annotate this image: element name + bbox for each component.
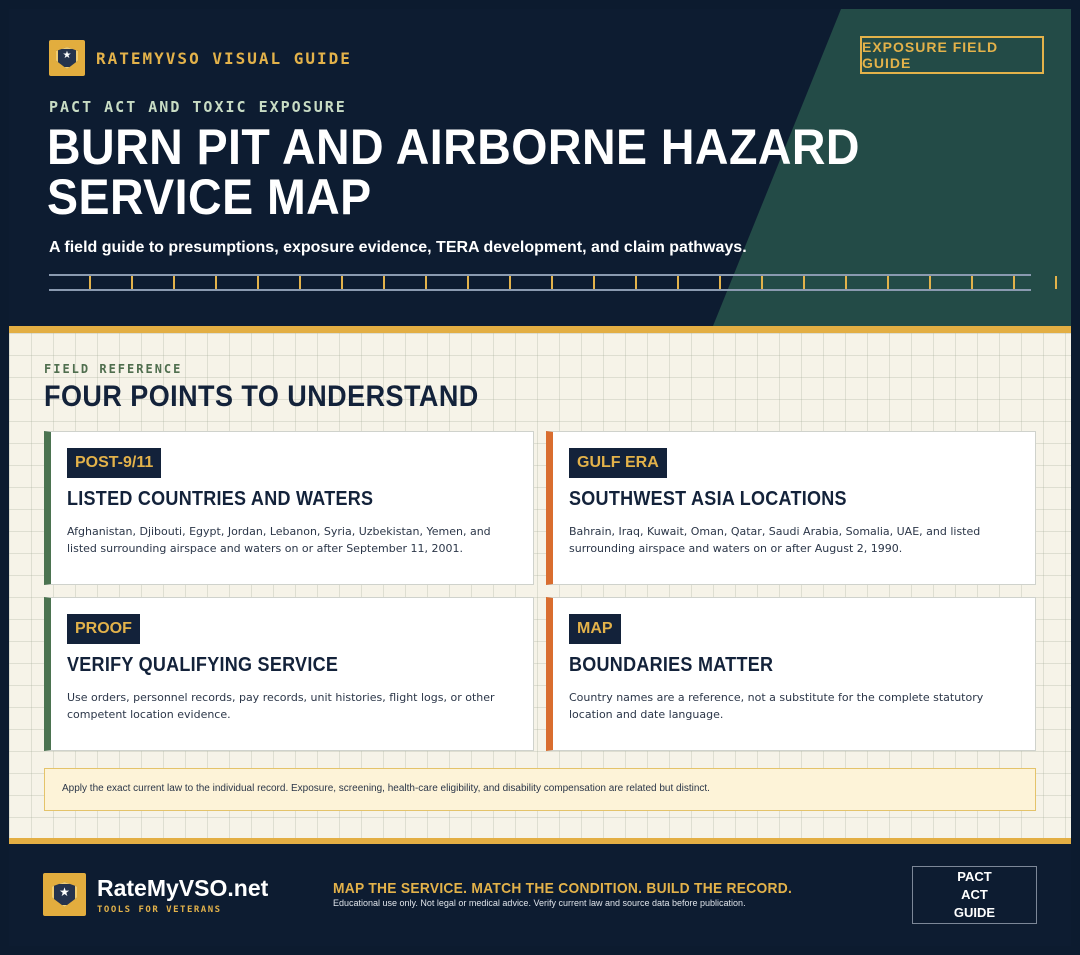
card-gulf-era xyxy=(546,431,1036,585)
ruler-tick xyxy=(593,276,595,289)
footer-disclaimer: Educational use only. Not legal or medical advice. Verify current law and source data before publication. xyxy=(333,898,746,908)
section-eyebrow: FIELD REFERENCE xyxy=(44,362,183,376)
ruler-tick xyxy=(929,276,931,289)
ruler-tick xyxy=(299,276,301,289)
exposure-field-guide-button[interactable]: EXPOSURE FIELD GUIDE xyxy=(860,36,1044,74)
card-pill: GULF ERA xyxy=(569,448,667,478)
card-pill: POST-9/11 xyxy=(67,448,161,478)
shield-star-icon: ★ xyxy=(43,873,86,916)
ruler-tick xyxy=(131,276,133,289)
ruler-tick xyxy=(719,276,721,289)
ruler-tick xyxy=(257,276,259,289)
hero-banner xyxy=(9,9,1071,326)
card-heading: LISTED COUNTRIES AND WATERS xyxy=(67,488,374,510)
card-post-911 xyxy=(44,431,534,585)
footer-tagline: TOOLS FOR VETERANS xyxy=(97,905,222,915)
card-pill: MAP xyxy=(569,614,621,644)
ruler-tick xyxy=(635,276,637,289)
footer-site-name[interactable]: RateMyVSO.net xyxy=(97,875,269,901)
ruler-tick xyxy=(89,276,91,289)
ruler-tick xyxy=(677,276,679,289)
ruler-tick xyxy=(761,276,763,289)
hero-gold-rule xyxy=(9,326,1071,333)
ruler-tick xyxy=(425,276,427,289)
brand-name: RATEMYVSO VISUAL GUIDE xyxy=(96,48,352,68)
footer xyxy=(9,844,1071,946)
page-title: BURN PIT AND AIRBORNE HAZARD SERVICE MAP xyxy=(47,119,860,225)
ruler-tick xyxy=(173,276,175,289)
card-map xyxy=(546,597,1036,751)
ruler-tick xyxy=(887,276,889,289)
main-section xyxy=(9,333,1071,838)
page-subtitle: A field guide to presumptions, exposure evidence, TERA development, and claim pathways. xyxy=(49,239,747,256)
card-heading: BOUNDARIES MATTER xyxy=(569,654,774,676)
ruler-tick xyxy=(383,276,385,289)
hero-eyebrow: PACT ACT AND TOXIC EXPOSURE xyxy=(49,98,347,116)
card-body: Bahrain, Iraq, Kuwait, Oman, Qatar, Saudi Arabia, Somalia, UAE, and listed surrounding airspace and waters on or after August 2, 1990. xyxy=(569,525,981,555)
card-heading: VERIFY QUALIFYING SERVICE xyxy=(67,654,339,676)
card-body: Country names are a reference, not a substitute for the complete statutory location and date language. xyxy=(569,691,984,721)
pact-act-guide-button[interactable]: PACT ACT GUIDE xyxy=(912,866,1037,924)
ruler-tick xyxy=(845,276,847,289)
ruler-tick xyxy=(341,276,343,289)
ruler-tick xyxy=(467,276,469,289)
ruler-tick xyxy=(509,276,511,289)
shield-star-icon: ★ xyxy=(49,40,85,76)
ruler-tick xyxy=(215,276,217,289)
card-proof xyxy=(44,597,534,751)
footer-slogan: MAP THE SERVICE. MATCH THE CONDITION. BUILD THE RECORD. xyxy=(333,880,793,897)
ruler-tick xyxy=(1013,276,1015,289)
ruler-divider xyxy=(49,274,1031,291)
ruler-tick xyxy=(1055,276,1057,289)
ruler-tick xyxy=(971,276,973,289)
section-title: FOUR POINTS TO UNDERSTAND xyxy=(44,380,479,413)
legal-note: Apply the exact current law to the individual record. Exposure, screening, health-care eligibility, and disability compensation are related but distinct. xyxy=(44,768,1036,811)
ruler-tick xyxy=(803,276,805,289)
card-body: Afghanistan, Djibouti, Egypt, Jordan, Lebanon, Syria, Uzbekistan, Yemen, and listed surrounding airspace and waters on or after September 11, 2001. xyxy=(67,525,491,555)
card-pill: PROOF xyxy=(67,614,140,644)
brand-row xyxy=(49,40,352,76)
card-heading: SOUTHWEST ASIA LOCATIONS xyxy=(569,488,847,510)
ruler-tick xyxy=(551,276,553,289)
card-body: Use orders, personnel records, pay records, unit histories, flight logs, or other competent location evidence. xyxy=(67,691,495,721)
